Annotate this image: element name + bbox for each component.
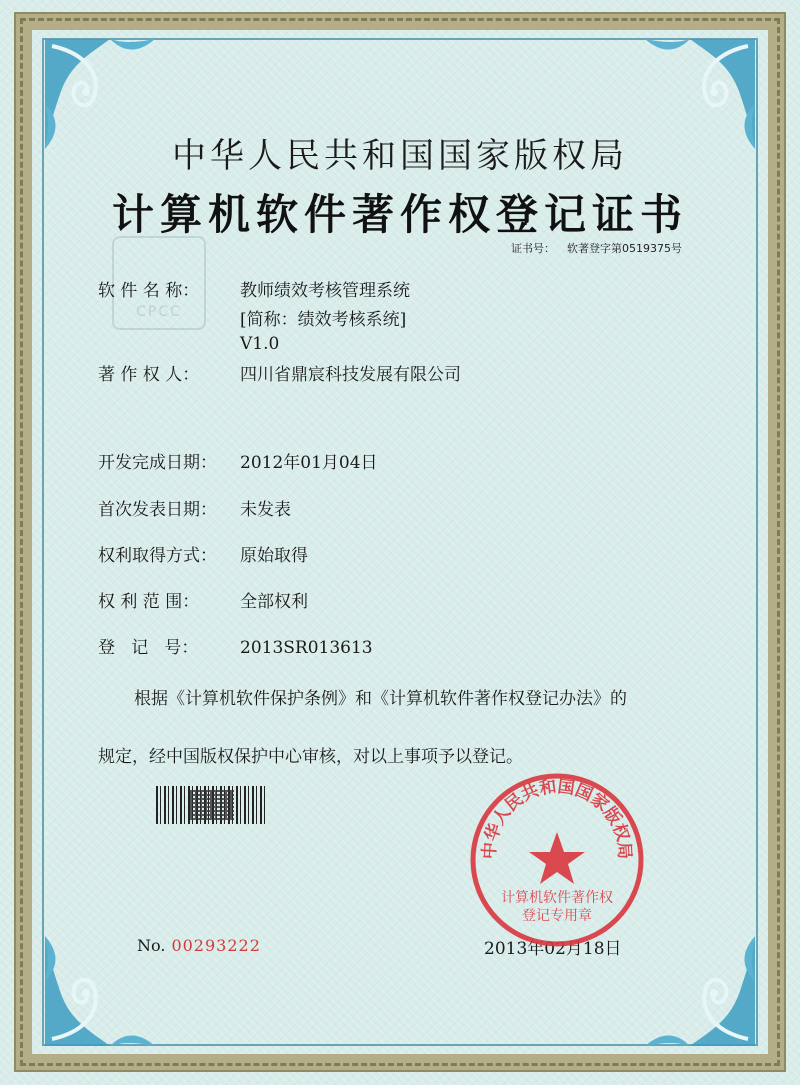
certificate-number-value: 软著登字第0519375号 xyxy=(567,242,682,255)
field-publish-date xyxy=(98,495,291,520)
issue-date: 2013年02月18日 xyxy=(484,939,622,959)
field-registration-number xyxy=(98,633,373,658)
field-value: 全部权利 xyxy=(240,592,308,612)
field-rights-scope xyxy=(98,587,308,612)
corner-ornament-icon xyxy=(640,931,760,1051)
issuer-name: 中华人民共和国国家版权局 xyxy=(172,136,628,176)
field-owner xyxy=(98,360,461,385)
certificate-number-label: 证书号： xyxy=(511,242,555,255)
field-dev-date xyxy=(98,448,378,473)
field-label: 权 利 范 围： xyxy=(98,592,200,612)
serial-prefix: No. xyxy=(137,936,166,955)
field-label: 首次发表日期： xyxy=(98,500,217,520)
field-label: 登 记 号： xyxy=(98,638,199,658)
seal-ring-text: 中华人民共和国国家版权局 xyxy=(479,776,635,860)
certificate-title: 计算机软件著作权登记证书 xyxy=(111,190,688,239)
field-label: 软 件 名 称： xyxy=(98,281,200,301)
field-label: 权利取得方式： xyxy=(98,546,217,566)
field-value: 原始取得 xyxy=(240,546,308,566)
serial-number xyxy=(137,936,261,955)
field-label: 著 作 权 人： xyxy=(98,365,200,385)
field-value-version: V1.0 xyxy=(240,334,280,354)
registration-statement xyxy=(98,670,708,786)
statement-line: 根据《计算机软件保护条例》和《计算机软件著作权登记办法》的 xyxy=(134,689,627,709)
seal-line-2: 登记专用章 xyxy=(522,908,592,924)
field-software-name xyxy=(98,276,410,354)
serial-value: 00293222 xyxy=(171,936,261,955)
seal-line-1: 计算机软件著作权 xyxy=(501,890,613,906)
field-label: 开发完成日期： xyxy=(98,453,217,473)
field-value: 2012年01月04日 xyxy=(240,453,378,473)
field-value: 四川省鼎宸科技发展有限公司 xyxy=(240,365,461,385)
field-value: 未发表 xyxy=(240,500,291,520)
field-value-short-name: [简称：绩效考核系统] xyxy=(240,310,407,330)
official-seal-icon xyxy=(467,770,647,950)
field-value: 2013SR013613 xyxy=(240,638,373,658)
barcode-icon xyxy=(156,786,268,824)
certificate-number xyxy=(511,240,682,256)
field-acquire-method xyxy=(98,541,308,566)
statement-line: 规定，经中国版权保护中心审核，对以上事项予以登记。 xyxy=(98,747,523,767)
field-value: 教师绩效考核管理系统 xyxy=(240,281,410,301)
